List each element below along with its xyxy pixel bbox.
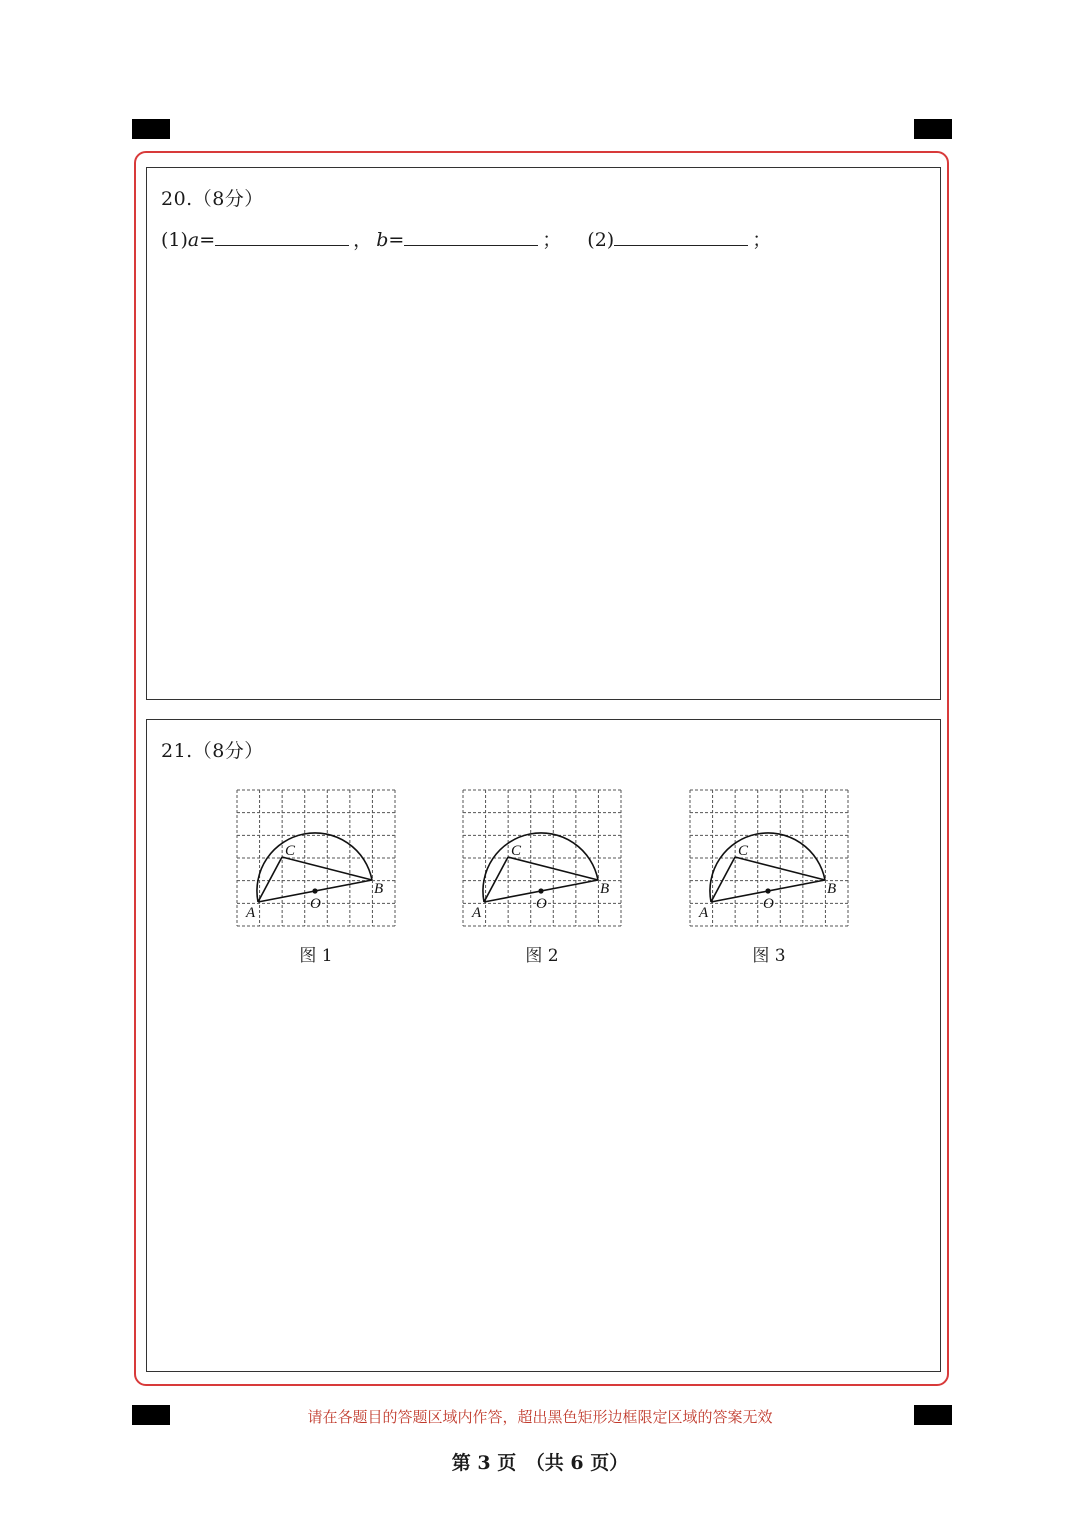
label-b: B [600,881,610,897]
grid-figure-1 [236,789,396,927]
page-number: 第 3 页 （共 6 页） [451,1452,629,1474]
grid-figure-3 [689,789,849,927]
center-point-o [538,888,543,893]
variable-a: a [187,229,200,251]
label-a: A [246,905,256,921]
blank-part-2[interactable] [614,227,748,246]
corner-marker-top-right [914,119,952,139]
label-b: B [827,881,837,897]
blank-b[interactable] [404,227,538,246]
center-point-o [312,888,317,893]
part-2-label: (2) [587,229,615,251]
question-20-answer-box[interactable] [146,167,941,700]
segment-ac [258,857,282,902]
label-b: B [374,881,384,897]
label-o: O [310,896,321,912]
comma: ， [353,229,373,251]
blank-a[interactable] [215,227,349,246]
figure-2-caption: 图 2 [525,946,559,966]
label-c: C [285,843,296,859]
label-o: O [536,896,547,912]
question-20-title: 20.（8分） [161,188,264,210]
figure-3-caption: 图 3 [752,946,786,966]
equals-sign: = [388,229,405,251]
figure-1 [236,789,396,966]
semicolon: ； [542,229,562,251]
part-1-label: (1) [161,229,188,251]
figure-2 [462,789,622,966]
segment-ac [711,857,735,902]
question-20-line [161,225,771,252]
equals-sign: = [199,229,216,251]
question-21-title: 21.（8分） [161,740,264,762]
label-c: C [511,843,522,859]
grid-figure-2 [462,789,622,927]
variable-b: b [376,229,389,251]
answer-area-warning: 请在各题目的答题区域内作答，超出黑色矩形边框限定区域的答案无效 [307,1408,773,1426]
label-o: O [763,896,774,912]
figure-1-caption: 图 1 [299,946,333,966]
label-c: C [738,843,749,859]
corner-marker-top-left [132,119,170,139]
label-a: A [699,905,709,921]
figure-3 [689,789,849,966]
label-a: A [472,905,482,921]
center-point-o [765,888,770,893]
segment-ac [484,857,508,902]
semicolon: ； [752,229,772,251]
